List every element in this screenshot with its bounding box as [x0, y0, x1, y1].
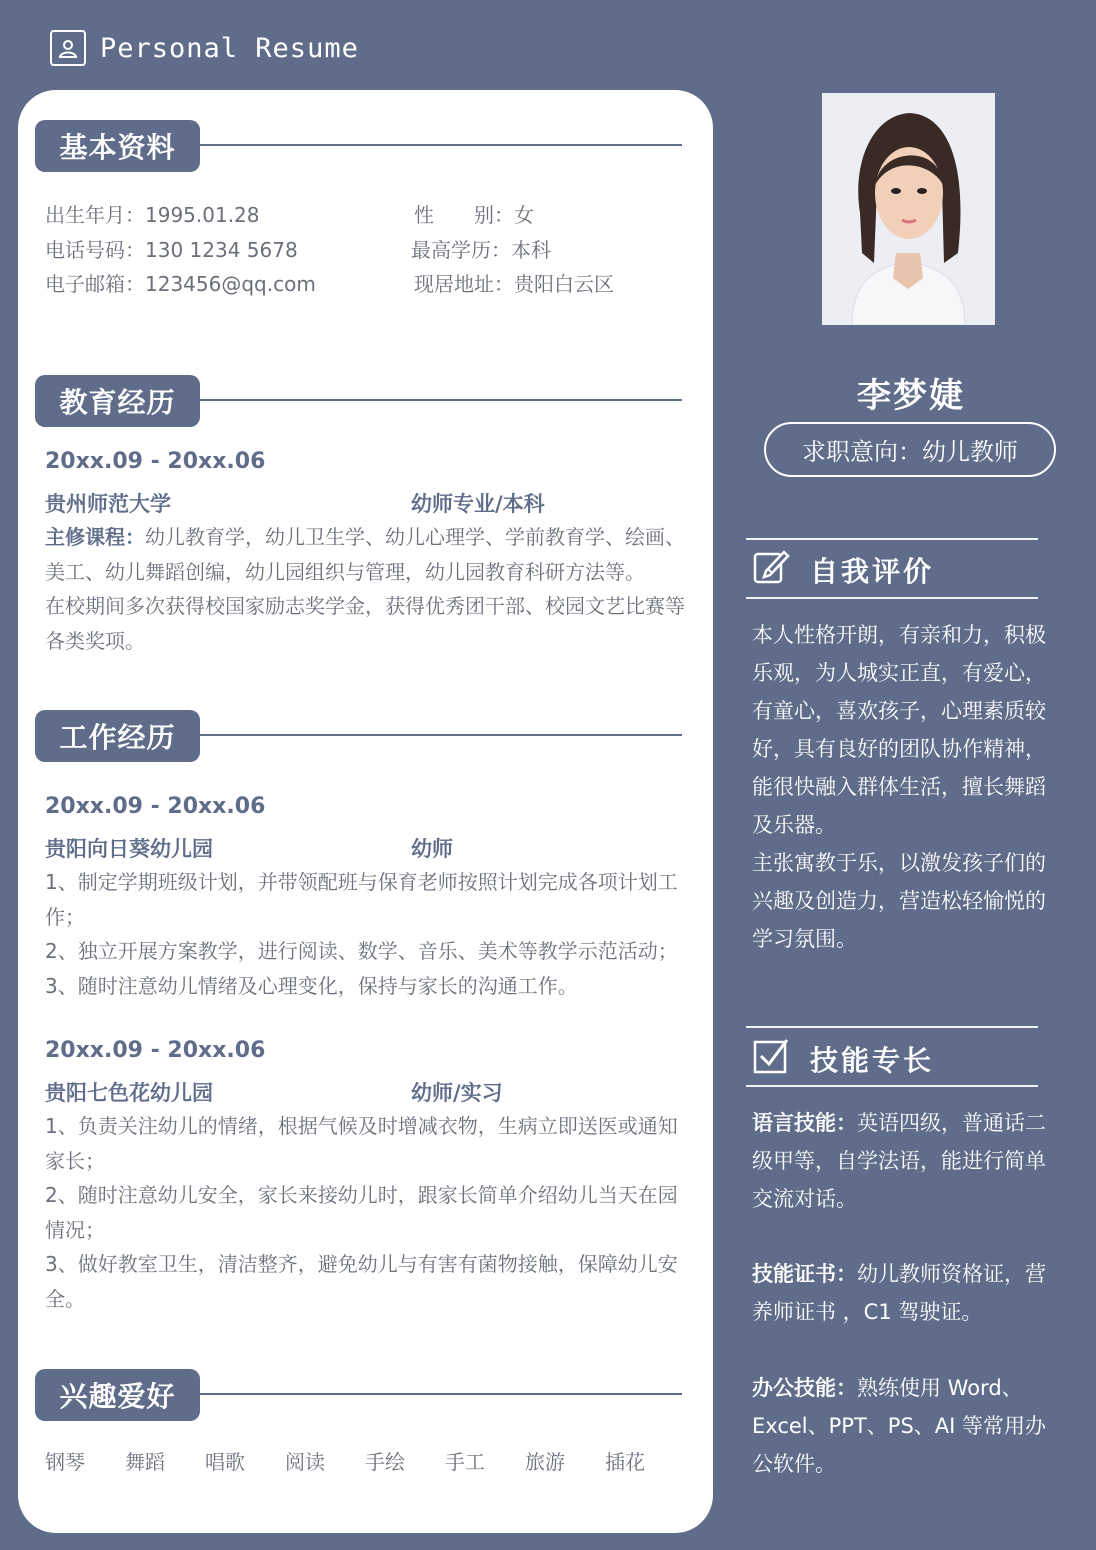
main-card	[18, 90, 713, 1533]
section-education	[35, 375, 682, 427]
job-position: 幼师	[411, 837, 453, 861]
hobby-item: 插花	[605, 1450, 645, 1474]
job-date: 20xx.09 - 20xx.06	[45, 794, 266, 819]
job-date: 20xx.09 - 20xx.06	[45, 1038, 266, 1063]
duty-item: 1、负责关注幼儿的情绪，根据气候及时增减衣物，生病立即送医或通知家长；	[45, 1114, 678, 1173]
job-intent: 求职意向：幼儿教师	[764, 422, 1056, 477]
hobby-item: 舞蹈	[125, 1450, 165, 1474]
skill-text: 英语四级，普通话二级甲等，自学法语，能进行简单交流对话。	[752, 1111, 1046, 1211]
duty-item: 1、制定学期班级计划，并带领配班与保育老师按照计划完成各项计划工作；	[45, 870, 678, 929]
divider	[200, 1393, 682, 1395]
divider	[200, 399, 682, 401]
divider	[746, 597, 1038, 599]
courses-text: 幼儿教育学，幼儿卫生学、幼儿心理学、学前教育学、绘画、美工、幼儿舞蹈创编，幼儿园组织与管理，幼儿园教育科研方法等。	[45, 525, 685, 584]
self-eval-paragraph: 主张寓教于乐，以激发孩子们的兴趣及创造力，营造松轻愉悦的学习氛围。	[752, 851, 1046, 951]
section-hobbies	[35, 1369, 682, 1421]
skill-label: 办公技能：	[752, 1376, 857, 1400]
company-name: 贵阳七色花幼儿园	[45, 1081, 213, 1105]
id-card-icon	[50, 30, 86, 66]
section-heading-skills: 技能专长	[810, 1043, 935, 1077]
divider	[200, 734, 682, 736]
divider	[746, 1085, 1038, 1087]
skill-label: 语言技能：	[752, 1111, 857, 1135]
profile-photo	[822, 93, 995, 325]
section-heading-hobbies: 兴趣爱好	[35, 1369, 200, 1421]
birth-date: 出生年月：1995.01.28	[45, 203, 260, 227]
hobby-item: 手工	[445, 1450, 485, 1474]
job-duties	[45, 865, 695, 1003]
education-date: 20xx.09 - 20xx.06	[45, 449, 266, 474]
hobby-item: 阅读	[285, 1450, 325, 1474]
email: 电子邮箱：123456@qq.com	[45, 272, 316, 296]
section-heading-education: 教育经历	[35, 375, 200, 427]
courses-label: 主修课程：	[45, 525, 145, 549]
awards: 在校期间多次获得校国家励志奖学金，获得优秀团干部、校园文艺比赛等各类奖项。	[45, 594, 685, 653]
address: 现居地址：贵阳白云区	[414, 272, 614, 296]
duty-item: 3、随时注意幼儿情绪及心理变化，保持与家长的沟通工作。	[45, 973, 578, 998]
job-position: 幼师/实习	[411, 1081, 503, 1105]
edit-icon	[752, 547, 790, 592]
hobby-item: 唱歌	[205, 1450, 245, 1474]
self-eval-paragraph: 本人性格开朗，有亲和力，积极乐观，为人城实正直，有爱心，有童心，喜欢孩子，心理素质较好，具有良好的团队协作精神，能很快融入群体生活，擅长舞蹈及乐器。	[752, 623, 1046, 837]
section-work	[35, 710, 682, 762]
skill-text: 熟练使用 Word、Excel、PPT、PS、AI 等常用办公软件。	[752, 1376, 1047, 1476]
hobby-list	[45, 1446, 685, 1475]
divider	[746, 1026, 1038, 1028]
skill-item	[752, 1255, 1048, 1331]
skill-item	[752, 1369, 1048, 1483]
courses	[45, 520, 695, 589]
candidate-name: 李梦婕	[857, 376, 965, 416]
major: 幼师专业/本科	[411, 492, 545, 516]
self-eval-text	[752, 616, 1048, 958]
divider	[746, 538, 1038, 540]
phone: 电话号码：130 1234 5678	[45, 238, 298, 262]
gender: 性 别：女	[414, 203, 534, 227]
school-name: 贵州师范大学	[45, 492, 171, 516]
hobby-item: 旅游	[525, 1450, 565, 1474]
skill-item	[752, 1104, 1048, 1218]
checkbox-icon	[752, 1036, 790, 1081]
duty-item: 2、随时注意幼儿安全，家长来接幼儿时，跟家长简单介绍幼儿当天在园情况；	[45, 1183, 678, 1242]
duty-item: 2、独立开展方案教学，进行阅读、数学、音乐、美术等教学示范活动；	[45, 939, 678, 963]
section-heading-work: 工作经历	[35, 710, 200, 762]
page-title: Personal Resume	[100, 32, 359, 64]
divider	[200, 144, 682, 146]
hobby-item: 手绘	[365, 1450, 405, 1474]
section-heading-basic: 基本资料	[35, 120, 200, 172]
section-heading-self-eval: 自我评价	[810, 554, 935, 588]
duty-item: 3、做好教室卫生，清洁整齐，避免幼儿与有害有菌物接触，保障幼儿安全。	[45, 1252, 678, 1311]
job-duties	[45, 1109, 695, 1316]
hobby-item: 钢琴	[45, 1450, 85, 1474]
degree: 最高学历：本科	[411, 238, 551, 262]
company-name: 贵阳向日葵幼儿园	[45, 837, 213, 861]
skill-text: 幼儿教师资格证，营养师证书 ，C1 驾驶证。	[752, 1262, 1046, 1324]
section-skills	[752, 1036, 934, 1081]
section-self-eval	[752, 547, 934, 592]
resume-header	[50, 28, 359, 68]
skill-label: 技能证书：	[752, 1262, 857, 1286]
section-basic	[35, 120, 682, 172]
